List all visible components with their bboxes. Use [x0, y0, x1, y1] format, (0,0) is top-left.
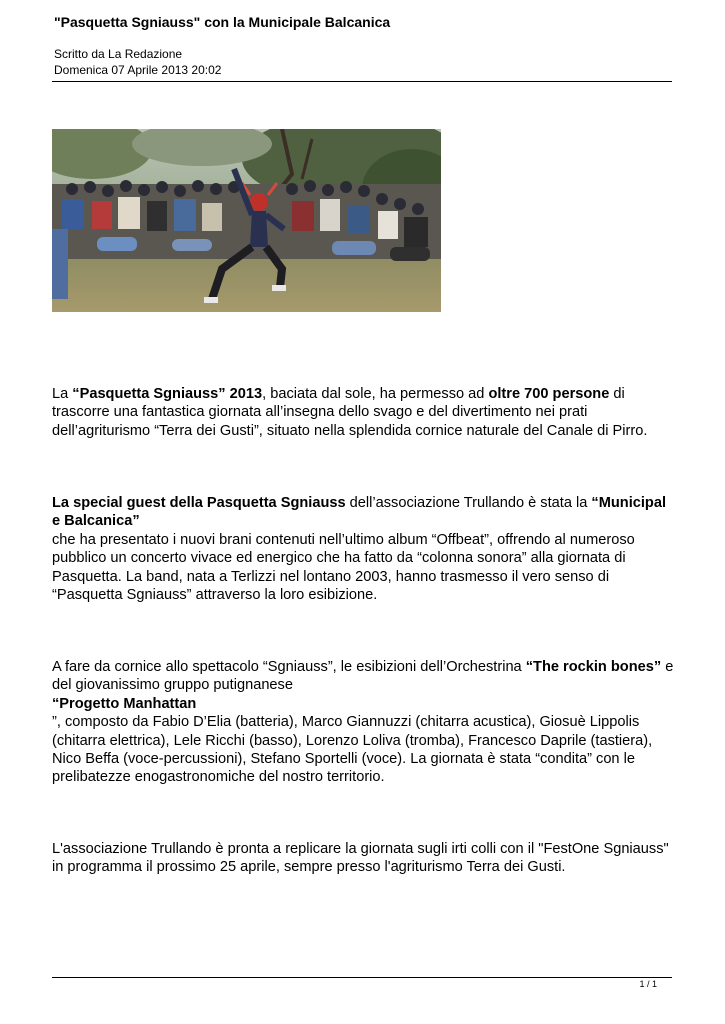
p2-text-1: dell’associazione Trullando è stata la	[345, 495, 592, 511]
header-divider	[52, 81, 672, 82]
article-photo	[52, 129, 441, 312]
photo-crowd-dancer-icon	[52, 129, 441, 312]
p3-text-3: ”, composto da Fabio D’Elia (batteria), Marco Giannuzzi (chitarra acustica), Giosuè Lippolis (chitarra elettrica), Lele Ricchi (basso), Lorenzo Loliva (tromba), Francesco Daprile (tastiera), Nico Beffa (voce-percussioni), Stefano Sportelli (voce). La giornata è stata “condita” con le prelibatezze enogastronomiche del nostro territorio.	[52, 714, 653, 786]
p1-bold-attendance: oltre 700 persone	[488, 386, 610, 402]
p1-text-1: La	[52, 386, 73, 402]
footer-divider	[52, 977, 672, 978]
p1-text-2: , baciata dal sole, ha permesso ad	[262, 386, 489, 402]
p2-bold-lead: La special guest della Pasquetta Sgniauss	[52, 495, 346, 511]
paragraph-performers	[52, 658, 674, 787]
p3-bold-progetto-manhattan: “Progetto Manhattan	[52, 695, 197, 712]
article-date: Domenica 07 Aprile 2013 20:02	[54, 63, 222, 77]
article-title: "Pasquetta Sgniauss" con la Municipale Balcanica	[54, 14, 391, 30]
article-author: Scritto da La Redazione	[54, 47, 183, 61]
p3-bold-rockin-bones: “The rockin bones”	[525, 659, 662, 675]
p1-bold-event: “Pasquetta Sgniauss” 2013	[72, 386, 263, 402]
paragraph-intro	[52, 385, 674, 440]
p3-text-2: e del giovanissimo gruppo putignanese	[52, 659, 674, 694]
p3-text-1: A fare da cornice allo spettacolo “Sgniauss”, le esibizioni dell’Orchestrina	[52, 659, 526, 675]
p2-bold-band: “Municipal e Balcanica”	[52, 495, 667, 530]
page-number: 1 / 1	[639, 979, 657, 989]
article-meta	[54, 46, 221, 78]
p1-text-3: di trascorre una fantastica giornata all’insegna dello svago e del divertimento nei prati dell’agriturismo “Terra dei Gusti”, situato nella splendida cornice naturale del Canale di Pirro.	[52, 386, 648, 439]
paragraph-next-event: L'associazione Trullando è pronta a replicare la giornata sugli irti colli con il "FestOne Sgniauss" in programma il prossimo 25 aprile, sempre presso l'agriturismo Terra dei Gusti.	[52, 841, 669, 876]
p2-text-2: che ha presentato i nuovi brani contenuti nell’ultimo album “Offbeat”, offrendo al numeroso pubblico un concerto vivace ed energico che ha fatto da “colonna sonora” alla giornata di Pasquetta. La band, nata a Terlizzi nel lontano 2003, hanno trasmesso il vero senso di “Pasquetta Sgniauss” attraverso la loro esibizione.	[52, 531, 635, 604]
paragraph-special-guest	[52, 494, 674, 604]
